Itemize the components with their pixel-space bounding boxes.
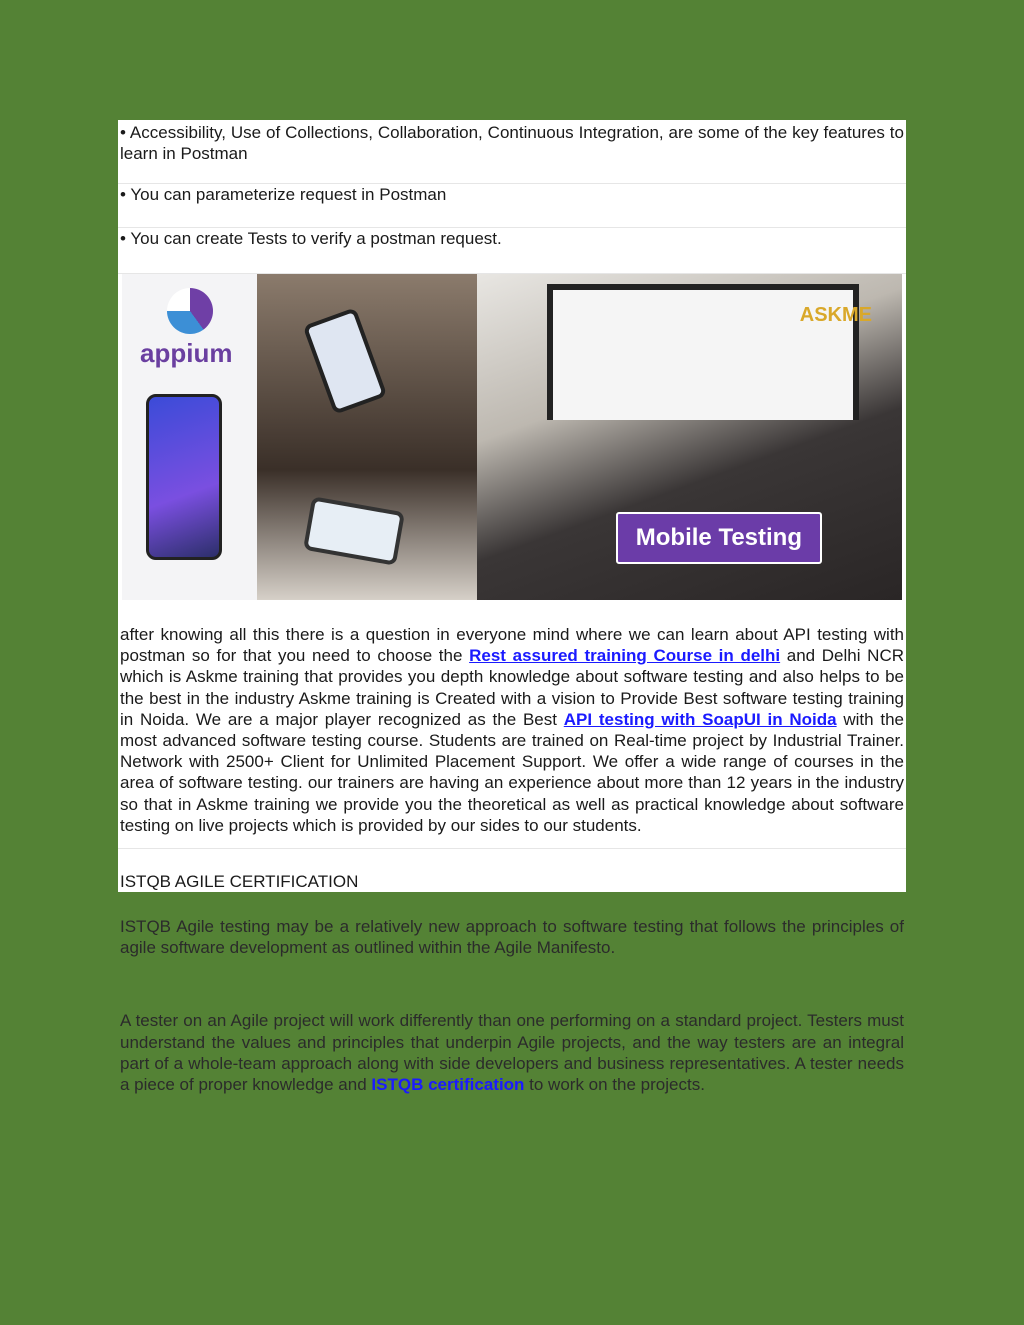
istqb-paragraph-2 xyxy=(118,1010,906,1095)
bullet-parameterize: • You can parameterize request in Postman xyxy=(118,184,906,228)
laptop-photo xyxy=(477,274,902,600)
paragraph-text: and Delhi NCR which is Askme training that provides you depth knowledge about software testing and also helps to be the best in the industry Askme training is Created with a vision to Provide Best software testing training in Noida. We are a major player recognized as the Best xyxy=(120,646,905,729)
bullet-tests: • You can create Tests to verify a postman request. xyxy=(118,228,906,274)
rest-assured-training-link[interactable]: Rest assured training Course in delhi xyxy=(469,646,781,666)
hands-with-phones-photo xyxy=(257,274,477,600)
bullet-features: • Accessibility, Use of Collections, Collaboration, Continuous Integration, are some of the key features to learn in Postman xyxy=(118,120,906,184)
section-heading: ISTQB AGILE CERTIFICATION xyxy=(118,848,906,892)
white-content-block xyxy=(118,120,906,892)
paragraph-text: A tester on an Agile project will work differently than one performing on a standard project. Testers must understand the values and principles that underpin Agile projects, and the way testers are an integral part of a whole-team approach along with side developers and business representatives. A tester needs a piece of proper knowledge and xyxy=(120,1011,904,1095)
appium-logo-text: appium xyxy=(140,338,233,368)
phone-image xyxy=(303,307,388,414)
paragraph-text: after knowing all this there is a question in everyone mind where we can learn about API testing with postman so for that you need to choose the xyxy=(120,625,904,666)
askme-logo: ASKME xyxy=(799,304,872,326)
appium-logo-icon xyxy=(167,288,213,334)
api-testing-soapui-link[interactable]: API testing with SoapUI in Noida xyxy=(563,709,837,729)
istqb-certification-link[interactable]: ISTQB certification xyxy=(366,1075,525,1095)
main-paragraph xyxy=(118,600,906,836)
smartphone-icon xyxy=(146,394,222,560)
appium-panel xyxy=(122,274,257,600)
document-page xyxy=(118,120,906,1095)
phone-image xyxy=(303,496,405,566)
mobile-testing-banner xyxy=(122,274,902,600)
mobile-testing-badge: Mobile Testing xyxy=(616,512,822,564)
istqb-paragraph-1: ISTQB Agile testing may be a relatively new approach to software testing that follows the principles of agile software development as outlined within the Agile Manifesto. xyxy=(120,917,904,958)
paragraph-text: to work on the projects. xyxy=(524,1075,705,1095)
paragraph-text: with the most advanced software testing course. Students are trained on Real-time project by Industrial Trainer. Network with 2500+ Client for Unlimited Placement Support. We offer a wide range of courses in the area of software testing. our trainers are having an experience about more than 12 years in the industry so that in Askme training we provide you the theoretical as well as practical knowledge about software testing on live projects which is provided by our sides to our students. xyxy=(120,709,905,835)
